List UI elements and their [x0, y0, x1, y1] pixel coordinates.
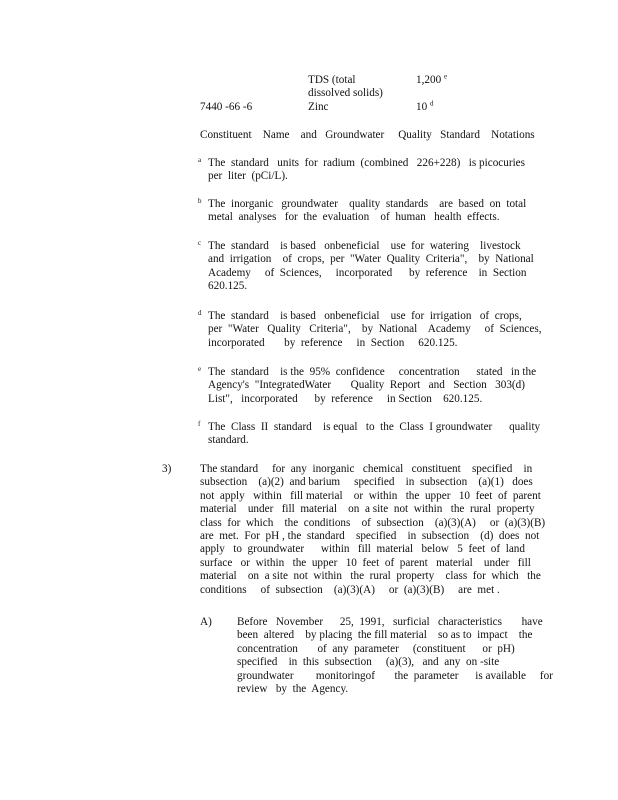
paragraph-line: subsection (a)(2) and barium specified in subsection (a)(1) does [200, 476, 533, 489]
paragraph-line: concentration of any parameter (constituent or pH) [237, 642, 515, 655]
paragraph-line: been altered by placing the fill material so as to impact the [237, 629, 533, 642]
paragraph-line: specified in this subsection (a)(3), and any on -site [237, 656, 500, 669]
constituent-name: TDS (total [308, 74, 356, 86]
paragraph-line: material on a site not within the rural property class for which the [200, 570, 541, 583]
footnote-line: metal analyses for the evaluation of human health effects. [208, 211, 500, 224]
footnote-line: List", incorporated by reference in Section 620.125. [208, 392, 483, 405]
footnote-ref: e [443, 72, 448, 81]
footnote-mark: d [198, 309, 202, 317]
footnote-ref: d [429, 99, 434, 108]
notations-heading: Constituent Name and Groundwater Quality Standard Notations [200, 129, 535, 141]
footnote-line: standard. [208, 434, 249, 447]
subitem-label: A) [200, 616, 212, 628]
footnote-line: per liter (pCi/L). [208, 170, 288, 183]
paragraph-line: class for which the conditions of subsection (a)(3)(A) or (a)(3)(B) [200, 516, 546, 529]
footnote-line: The Class II standard is equal to the Class I groundwater quality [208, 421, 541, 433]
footnote-mark: f [198, 420, 201, 428]
paragraph-line: groundwater monitoringof the parameter is available for [237, 669, 553, 682]
paragraph-line: The standard for any inorganic chemical constituent specified in [200, 463, 533, 475]
paragraph-line: apply to groundwater within fill material below 5 feet of land [200, 543, 525, 556]
footnote-line: per "Water Quality Criteria", by National Academy of Sciences, [208, 323, 542, 336]
standard-value: 10 $^d$ [416, 99, 434, 113]
paragraph-line: not apply within fill material or within the upper 10 feet of parent [200, 489, 541, 502]
paragraph-line: Before November 25, 1991, surficial characteristics have [237, 616, 543, 628]
paragraph-line: conditions of subsection (a)(3)(A) or (a)(3)(B) are met . [200, 583, 500, 596]
footnote-line: incorporated by reference in Section 620.125. [208, 336, 458, 349]
standard-value: 1,200 $^e$ [416, 72, 448, 86]
footnote-mark: e [198, 365, 202, 373]
footnote-line: Agency's "IntegratedWater Quality Report and Section 303(d) [208, 379, 525, 392]
footnote-line: The standard units for radium (combined 226+228) is picocuries [208, 157, 526, 169]
footnote-line: The inorganic groundwater quality standards are based on total [208, 198, 527, 210]
footnote-mark: c [198, 239, 202, 247]
footnote-line: The standard is based onbeneficial use for watering livestock [208, 240, 521, 252]
paragraph-line: surface or within the upper 10 feet of parent material under fill [200, 556, 531, 569]
constituent-name: Zinc [308, 101, 329, 113]
footnote-line: The standard is based onbeneficial use for irrigation of crops, [208, 310, 522, 322]
footnote-line: Academy of Sciences, incorporated by reference in Section [208, 266, 527, 279]
constituent-name-cont: dissolved solids) [308, 87, 383, 99]
cas-number: 7440 -66 -6 [200, 101, 253, 113]
footnote-mark: b [198, 197, 202, 205]
paragraph-label: 3) [162, 463, 172, 475]
paragraph-line: review by the Agency. [237, 683, 349, 695]
footnote-line: 620.125. [208, 280, 248, 293]
footnote-line: and irrigation of crops, per "Water Quality Criteria", by National [208, 253, 534, 266]
paragraph-line: are met. For pH , the standard specified in subsection (d) does not [200, 530, 540, 542]
footnote-mark: a [198, 156, 202, 164]
paragraph-line: material under fill material on a site not within the rural property [200, 503, 535, 516]
footnote-line: The standard is the 95% confidence concentration stated in the [208, 366, 537, 378]
